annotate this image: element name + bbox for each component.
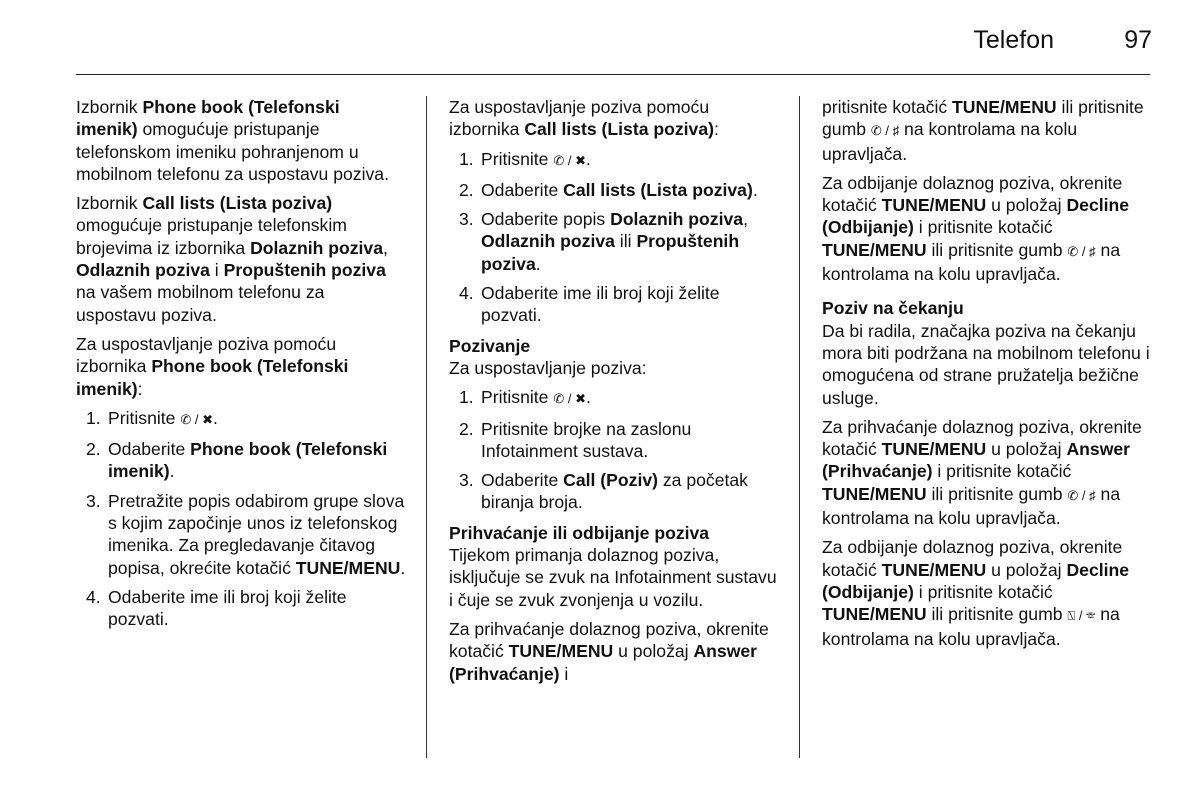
steering-phone-icon: ✆ / ♯ — [870, 123, 900, 139]
list-item: 3. Pretražite popis odabirom grupe slova s kojim započinje unos iz telefonskog imenika. Za pregledavanje čitavog popisa, okrećite kotačić TUNE/MENU. — [86, 490, 406, 578]
numbered-steps — [449, 386, 779, 513]
header-rule — [76, 74, 1150, 75]
subheading: Poziv na čekanju — [822, 298, 964, 319]
paragraph: pritisnite kotačić TUNE/MENU ili pritisnite gumb ✆ / ♯ na kontrolama na kolu upravljača. — [822, 97, 1144, 164]
numbered-steps — [76, 407, 406, 631]
numbered-steps — [449, 148, 779, 327]
paragraph: Za uspostavljanje poziva pomoću izbornika Call lists (Lista poziva): — [449, 97, 719, 140]
paragraph: Da bi radila, značajka poziva na čekanju mora biti podržana na mobilnom telefonu i omogućena od strane pružatelja bežične usluge. — [822, 320, 1150, 408]
subheading: Prihvaćanje ili odbijanje poziva — [449, 522, 710, 543]
phone-icon: ✆ / ✖ — [553, 391, 586, 407]
paragraph: Za odbijanje dolaznog poziva, okrenite kotačić TUNE/MENU u položaj Decline (Odbijanje) i pritisnite kotačić TUNE/MENU ili pritisnite gumb ✆ / ♯ na kontrolama na kolu upravljača. — [822, 172, 1130, 285]
paragraph: Za prihvaćanje dolaznog poziva, okrenite kotačić TUNE/MENU u položaj Answer (Prihvaćanje) i pritisnite kotačić TUNE/MENU ili pritisnite gumb ✆ / ♯ na kontrolama na kolu upravljača. — [822, 416, 1142, 529]
page-number: 97 — [1124, 26, 1152, 54]
list-item: 1. Pritisnite ✆ / ✖. — [76, 407, 406, 431]
list-item: 3. Odaberite popis Dolaznih poziva, Odlaznih poziva ili Propuštenih poziva. — [459, 209, 748, 274]
list-item: 2. Pritisnite brojke na zaslonu Infotainment sustava. — [459, 418, 692, 461]
phone-icon: ✆ / ✖ — [553, 152, 586, 168]
column-divider — [799, 96, 800, 758]
list-item: 3. Odaberite Call (Poziv) za početak biranja broja. — [459, 470, 748, 513]
column-1 — [76, 96, 406, 638]
list-item: 4. Odaberite ime ili broj koji želite pozvati. — [459, 283, 720, 326]
section-title: Telefon — [973, 26, 1054, 54]
list-item: 1. Pritisnite ✆ / ✖. — [449, 386, 779, 410]
list-item: 2. Odaberite Call lists (Lista poziva). — [459, 179, 758, 200]
paragraph: Izbornik Call lists (Lista poziva) omogućuje pristupanje telefonskim brojevima iz izbornika Dolaznih poziva, Odlaznih poziva i Propuštenih poziva na vašem mobilnom telefonu za uspostavu poziva. — [76, 193, 388, 325]
mute-hangup-icon: ⍂ / ☏ — [1067, 608, 1096, 624]
paragraph: Za odbijanje dolaznog poziva, okrenite kotačić TUNE/MENU u položaj Decline (Odbijanje) i pritisnite kotačić TUNE/MENU ili pritisnite gumb ⍂ / ☏ na kontrolama na kolu upravljača. — [822, 537, 1130, 649]
column-2 — [449, 96, 779, 692]
paragraph: Za uspostavljanje poziva pomoću izbornika Phone book (Telefonski imenik): — [76, 333, 349, 399]
phone-icon: ✆ / ✖ — [180, 411, 213, 427]
paragraph: Tijekom primanja dolaznog poziva, isključuje se zvuk na Infotainment sustavu i čuje se zvuk zvonjenja u vozilu. — [449, 545, 777, 610]
paragraph: Izbornik Phone book (Telefonski imenik) omogućuje pristupanje telefonskom imeniku pohranjenom u mobilnom telefonu za uspostavu poziva. — [76, 97, 389, 184]
column-3 — [822, 96, 1152, 657]
subheading: Pozivanje — [449, 335, 531, 356]
list-item: 4. Odaberite ime ili broj koji želite pozvati. — [86, 586, 347, 630]
list-item: 2. Odaberite Phone book (Telefonski imenik). — [86, 439, 388, 482]
steering-phone-icon: ✆ / ♯ — [1067, 243, 1096, 259]
paragraph: Za uspostavljanje poziva: — [449, 357, 647, 378]
paragraph: Za prihvaćanje dolaznog poziva, okrenite kotačić TUNE/MENU u položaj Answer (Prihvaćanje) i — [449, 618, 769, 684]
list-item: 1. Pritisnite ✆ / ✖. — [449, 148, 779, 172]
column-divider — [426, 96, 427, 758]
steering-phone-icon: ✆ / ♯ — [1067, 487, 1096, 503]
